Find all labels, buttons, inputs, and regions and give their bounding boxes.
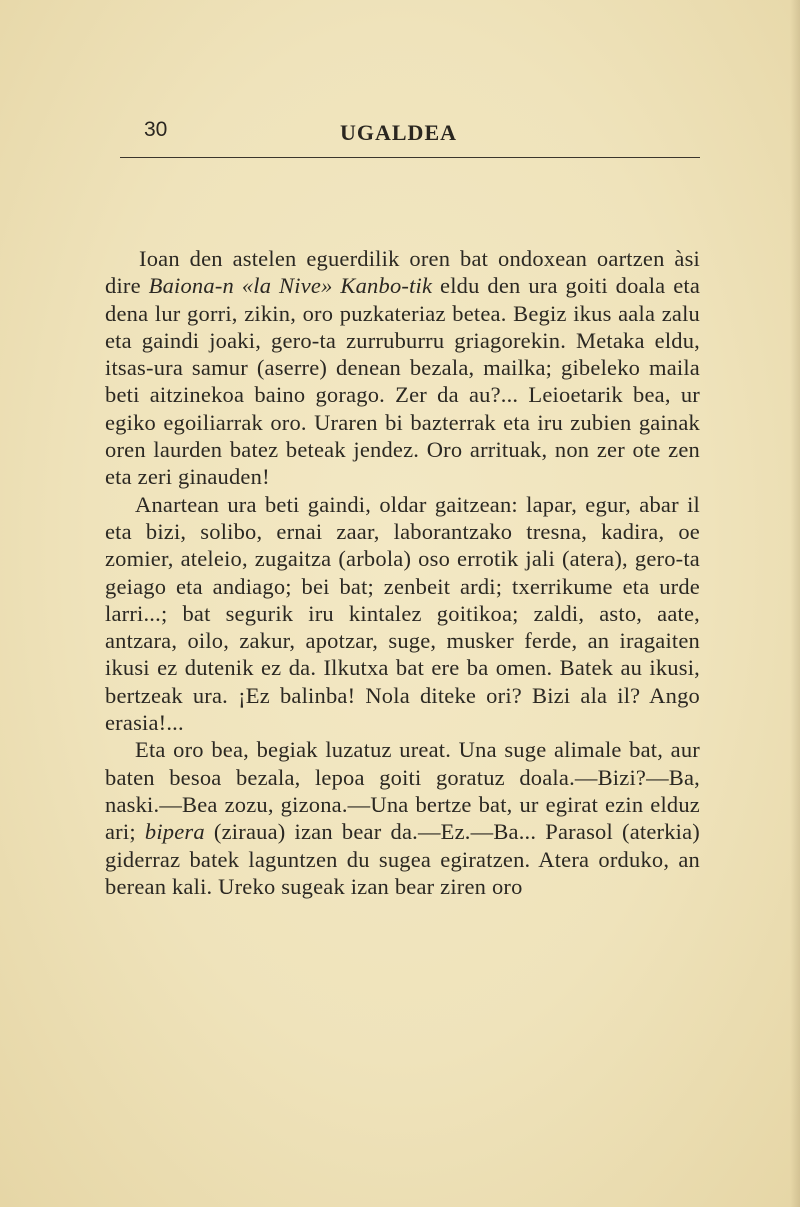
place-name-kanbo: Kanbo-tik <box>340 273 433 299</box>
paragraph-3 <box>105 736 700 900</box>
body-text <box>105 245 700 900</box>
paragraph-1 <box>105 245 700 491</box>
page-edge-shadow <box>790 0 800 1207</box>
paragraph-1-text-cont: eldu den ura goiti doala eta dena lur gorri, zikin, oro puzkateriaz betea. Begiz ikus aala zalu eta gaindi joaki, gero-ta zurruburru griagorekin. Metaka eldu, itsas-ura samur (aserre) denean bezala, mailka; gibeleko maila beti aitzinekoa baino gorago. Zer da au?... Leioetarik bea, ur egiko egoiliarrak oro. Uraren bi bazterrak eta iru zubien gainak oren laurden batez beteak jendez. Oro arrituak, non zer ote zen eta zeri ginauden! <box>105 273 701 490</box>
paragraph-3-text-cont: (ziraua) izan bear da.—Ez.—Ba... Parasol (aterkia) giderraz batek laguntzen du sugea egiratzen. Atera orduko, an berean kali. Ureko sugeak izan bear ziren oro <box>105 819 701 899</box>
river-name-nive: «la Nive» <box>241 273 333 299</box>
running-title: UGALDEA <box>340 120 458 145</box>
header-rule <box>120 157 700 158</box>
paragraph-1-text: Ioan den astelen eguerdilik oren bat ondoxean oartzen àsi dire <box>105 246 700 299</box>
page-number: 30 <box>144 118 168 141</box>
word-bipera: bipera <box>144 819 205 845</box>
page-header <box>140 118 700 150</box>
place-name-baiona: Baiona-n <box>148 273 234 299</box>
paragraph-3-text: Eta oro bea, begiak luzatuz ureat. Una suge alimale bat, aur baten besoa bezala, lepoa goiti goratuz doala.—Bizi?—Ba, naski.—Bea zozu, gizona.—Una bertze bat, ur egirat ezin elduz ari; <box>105 737 700 845</box>
paragraph-2: Anartean ura beti gaindi, oldar gaitzean: lapar, egur, abar il eta bizi, solibo, ernai zaar, laborantzako tresna, kadira, oe zomier, ateleio, zugaitza (arbola) oso errotik jali (atera), gero-ta geiago eta andiago; bei bat; zenbeit ardi; txerrikume eta urde larri...; bat segurik iru kintalez goitikoa; zaldi, asto, aate, antzara, oilo, zakur, apotzar, suge, musker ferde, an iragaiten ikusi ez dutenik ez da. Ilkutxa bat ere ba omen. Batek au ikusi, bertzeak ura. ¡Ez balinba! Nola diteke ori? Bizi ala il? Ango erasia!... <box>105 491 700 736</box>
